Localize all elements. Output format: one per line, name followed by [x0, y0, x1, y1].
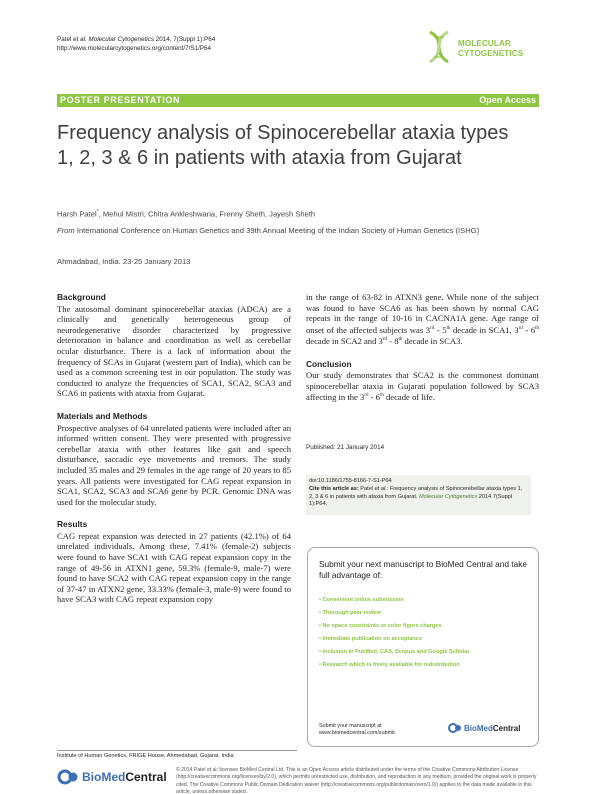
background-heading: Background: [57, 292, 106, 302]
conclusion-text: Our study demonstrates that SCA2 is the commonest dominant spinocerebellar ataxia in Gujarati population followed by SCA3 affecting in the 3rd - 6th decade of life.: [306, 370, 539, 403]
submit-manuscript-box: [307, 547, 539, 747]
list-item: • Convenient online submission: [319, 597, 404, 603]
journal-name-line2: CYTOGENETICS: [458, 48, 524, 58]
list-item: • No space constraints or color figure charges: [319, 623, 442, 629]
results-heading: Results: [57, 519, 88, 530]
left-column: [57, 292, 291, 617]
journal-logo: [426, 30, 556, 66]
right-column: [306, 292, 539, 415]
published-date: Published: 21 January 2014: [306, 444, 385, 451]
biomed-swirl-icon: [57, 768, 79, 786]
list-item: • Research which is freely available for redistribution: [319, 662, 460, 668]
citation-text: Cite this article as: Patel et al.: Frequency analysis of Spinocerebellar ataxia types 1, 2, 3 & 6 in patients with ataxia from Gujarat. Molecular Cytogenetics 2014 7(Suppl 1):P64.: [309, 485, 523, 508]
article-type: POSTER PRESENTATION: [60, 95, 181, 105]
background-text: The autosomal dominant spinocerebellar ataxias (ADCA) are a clinically and genetically heterogeneous group of neurodegenerative disorder characterized by progressive deterioration in balance and coordination as well as cerebellar ocular disturbance. There is a lack of information about the frequency of SCAs in Gujarat (western part of India), which can be used as a common screening test in our population. The study was conducted to analyze the frequencies of SCA1, SCA2, SCA3 and SCA6 in patients with ataxia from Gujarat.: [57, 303, 291, 399]
list-item: • Immediate publication on acceptance: [319, 636, 422, 642]
list-item: • Thorough peer review: [319, 610, 381, 616]
journal-name-line1: MOLECULAR: [458, 39, 511, 48]
biomed-central-logo: BioMed Central: [448, 722, 520, 734]
license-text: © 2014 Patel et al; licensee BioMed Central Ltd. This is an Open Access article distributed under the terms of the Creative Commons Attribution License (http://creativecommons.org/licenses/by/2.0), which permits unrestricted use, distribution, and reproduction in any medium, provided the original work is properly cited. The Creative Commons Public Domain Dedication waiver (http://creativecommons.org/publicdomain/zero/1.0/) applies to the data made available in this article, unless otherwise stated.: [176, 767, 537, 794]
open-access-label: Open Access: [479, 95, 536, 105]
list-item: • Inclusion in PubMed, CAS, Scopus and Google Scholar: [319, 649, 470, 655]
article-url[interactable]: http://www.molecularcytogenetics.org/content/7/S1/P64: [57, 45, 212, 52]
article-title: Frequency analysis of Spinocerebellar ataxia types 1, 2, 3 & 6 in patients with ataxia from Gujarat: [57, 122, 509, 169]
author-affiliation: Institute of Human Genetics, FRIGE House, Ahmedabad, Gujarat, India: [57, 750, 297, 759]
conference-location: Ahmadabad, India. 23-25 January 2013: [57, 257, 191, 266]
article-type-banner: [57, 94, 539, 107]
submit-heading: Submit your next manuscript to BioMed Central and take full advantage of:: [319, 559, 527, 580]
footer-biomed-central-logo: BioMed Central: [57, 768, 167, 786]
citation-line: Patel et al. Molecular Cytogenetics 2014, 7(Suppl 1):P64: [57, 36, 216, 43]
methods-heading: Materials and Methods: [57, 410, 148, 421]
conference-source: From International Conference on Human Genetics and 39th Annual Meeting of the Indian Society of Human Genetics (ISHG): [57, 226, 480, 235]
results-continued: in the range of 63-82 in ATXN3 gene. While none of the subject was found to have SCA6 as has been shown by normal CAG repeats in the range of 10-16 in CACNA1A gene. Age range of onset of the affected subjects was 3rd - 5th decade in SCA1, 3rd - 6th decade in SCA2 and 3rd - 8th decade in SCA3.: [306, 292, 539, 347]
results-text: CAG repeat expansion was detected in 27 patients (42.1%) of 64 unrelated individuals. Among these, 7.41% (female-2) subjects were found to have SCA1 with CAG repeat expansion copy in the range of 49-56 in ATXN1 gene, 59.3% (female-9, male-7) were found to have SCA2 with CAG repeat expansion copy in the range of 37-47 in ATXN2 gene, 33.33% (female-3, male-9) were found to have SCA3 with CAG repeat expansion copy: [57, 530, 291, 605]
submit-url: Submit your manuscript at www.biomedcentral.com/submit: [319, 723, 395, 736]
conclusion-heading: Conclusion: [306, 358, 352, 369]
methods-text: Prospective analyses of 64 unrelated patients were included after an informed written consent. They were presented with progressive cerebellar ataxia with other features like gait and speech disturbance, saccadic eye movements and tremors. The study included 35 males and 29 females in the age range of 20 years to 85 years. All patients were investigated for CAG repeat expansion in SCA1, SCA2, SCA3 and SCA6 gene by PCR. Genomic DNA was used for the molecular study.: [57, 422, 291, 507]
running-header: [57, 35, 215, 53]
doi[interactable]: doi:10.1186/1755-8166-7-S1-P64: [309, 478, 392, 484]
dna-helix-icon: [426, 30, 452, 64]
benefit-list: [319, 594, 527, 672]
biomed-swirl-icon: [448, 722, 462, 734]
citation-box: [306, 475, 531, 515]
author-list: Harsh Patel*, Mehul Mistri, Chitra Ankleshwaria, Frenny Sheth, Jayesh Sheth: [57, 209, 316, 219]
